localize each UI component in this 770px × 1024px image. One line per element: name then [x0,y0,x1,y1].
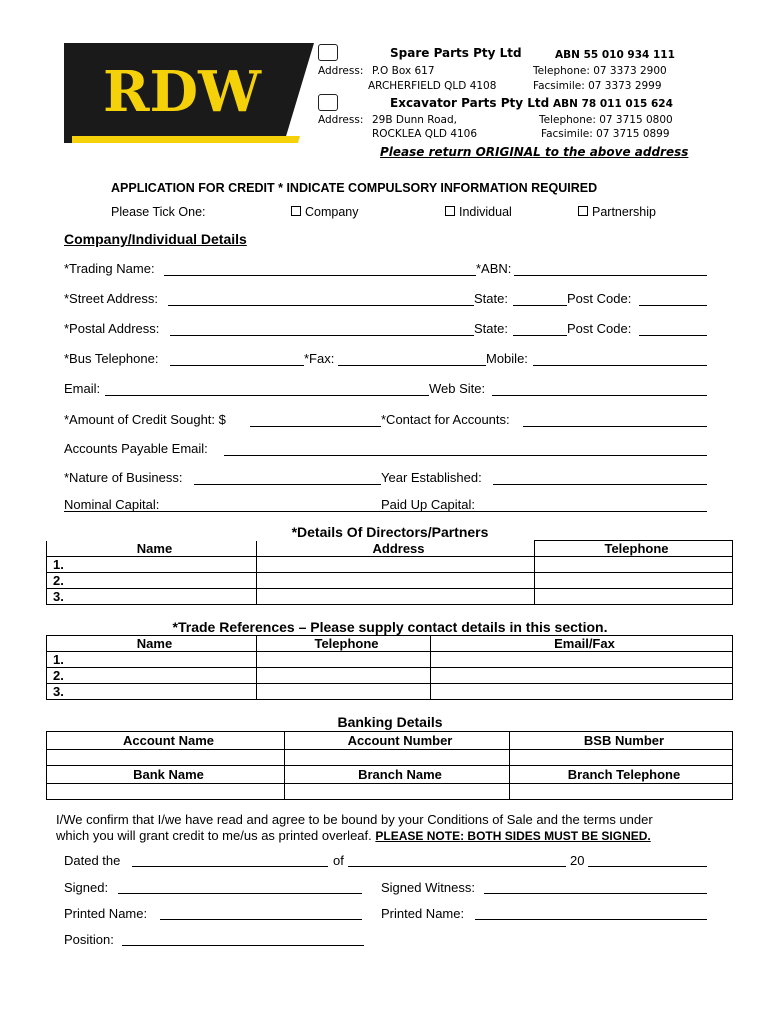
year-label: 20 [570,853,585,868]
printed-name2-label: Printed Name: [381,906,465,921]
directors-col-telephone: Telephone [535,541,733,557]
trading-name-label: *Trading Name: [64,261,155,276]
company2-address-line1: 29B Dunn Road, [372,114,457,126]
nature-business-label: *Nature of Business: [64,470,183,485]
state1-label: State: [474,291,508,306]
directors-row-1-telephone[interactable] [535,557,733,573]
confirm-line1: I/We confirm that I/we have read and agree to be bound by your Conditions of Sale and the terms under [56,812,653,827]
references-row-2-telephone[interactable] [257,668,431,684]
directors-title: *Details Of Directors/Partners [291,524,489,540]
paid-up-capital-line[interactable] [381,511,707,512]
dated-label: Dated the [64,853,121,868]
year-established-line[interactable] [493,484,707,485]
banking-branch-telephone: Branch Telephone [510,766,733,784]
partnership-tick-box[interactable] [578,206,588,216]
references-col-telephone: Telephone [257,636,431,652]
directors-table [46,540,733,605]
company-tick-box[interactable] [291,206,301,216]
company1-telephone: Telephone: 07 3373 2900 [533,65,667,77]
amount-credit-line[interactable] [250,426,381,427]
post-code1-label: Post Code: [567,291,632,306]
state1-line[interactable] [513,305,567,306]
confirm-line2-wrap [56,828,651,843]
references-table [46,635,733,700]
signed-witness-line[interactable] [484,893,707,894]
post-code2-label: Post Code: [567,321,632,336]
table-row[interactable] [47,652,733,668]
amount-credit-label: *Amount of Credit Sought: $ [64,412,226,427]
directors-col-name: Name [47,541,257,557]
banking-account-name: Account Name [47,732,285,750]
company2-address-line2: ROCKLEA QLD 4106 [372,128,478,140]
mobile-line[interactable] [533,365,707,366]
nominal-capital-label: Nominal Capital: [64,497,160,512]
dated-month-line[interactable] [348,866,566,867]
table-row[interactable] [47,589,733,605]
banking-header-row-2 [47,766,733,784]
company1-name: Spare Parts Pty Ltd [390,46,522,60]
nominal-capital-line[interactable] [64,511,381,512]
fax-line[interactable] [338,365,486,366]
banking-branch-name-value[interactable] [285,784,510,800]
directors-row-2-telephone[interactable] [535,573,733,589]
banking-bsb-value[interactable] [510,750,733,766]
banking-header-row-1 [47,732,733,750]
individual-tick-box[interactable] [445,206,455,216]
banking-branch-name: Branch Name [285,766,510,784]
bus-telephone-label: *Bus Telephone: [64,351,159,366]
spare-parts-checkbox[interactable] [318,44,338,61]
mobile-label: Mobile: [486,351,528,366]
company1-facsimile: Facsimile: 07 3373 2999 [533,80,662,92]
excavator-parts-checkbox[interactable] [318,94,338,111]
details-heading: Company/Individual Details [64,231,247,247]
table-row[interactable] [47,750,733,766]
company1-address-line1: P.O Box 617 [372,65,435,77]
directors-row-2-num: 2. [47,573,257,589]
references-col-name: Name [47,636,257,652]
post-code1-line[interactable] [639,305,707,306]
tick-prompt: Please Tick One: [111,205,206,219]
signed-line[interactable] [118,893,362,894]
banking-branch-telephone-value[interactable] [510,784,733,800]
directors-row-3-address[interactable] [257,589,535,605]
web-site-line[interactable] [492,395,707,396]
post-code2-line[interactable] [639,335,707,336]
references-row-3-email[interactable] [431,684,733,700]
web-site-label: Web Site: [429,381,486,396]
directors-row-3-num: 3. [47,589,257,605]
state2-label: State: [474,321,508,336]
company1-abn: ABN 55 010 934 111 [555,49,675,61]
confirm-note: PLEASE NOTE: BOTH SIDES MUST BE SIGNED. [375,829,651,843]
banking-bank-name: Bank Name [47,766,285,784]
dated-year-line[interactable] [588,866,707,867]
street-address-line[interactable] [168,305,474,306]
banking-title: Banking Details [337,714,443,730]
company1-address-line2: ARCHERFIELD QLD 4108 [368,80,497,92]
abn-label: *ABN: [476,261,512,276]
fax-label: *Fax: [304,351,335,366]
references-header-row [47,636,733,652]
company2-telephone: Telephone: 07 3715 0800 [539,114,673,126]
references-row-2-email[interactable] [431,668,733,684]
confirm-line2: which you will grant credit to me/us as printed overleaf. [56,828,372,843]
state2-line[interactable] [513,335,567,336]
printed-name2-line[interactable] [475,919,707,920]
printed-name1-line[interactable] [160,919,362,920]
references-title: *Trade References – Please supply contact details in this section. [172,619,608,635]
banking-account-name-value[interactable] [47,750,285,766]
contact-accounts-label: *Contact for Accounts: [381,412,510,427]
trading-name-line[interactable] [164,275,476,276]
year-established-label: Year Established: [381,470,482,485]
paid-up-capital-label: Paid Up Capital: [381,497,475,512]
references-row-3-num: 3. [47,684,257,700]
directors-header-row [47,541,733,557]
bus-telephone-line[interactable] [170,365,304,366]
references-row-1-num: 1. [47,652,257,668]
nature-business-line[interactable] [194,484,381,485]
email-label: Email: [64,381,101,396]
table-row[interactable] [47,684,733,700]
contact-accounts-line[interactable] [523,426,707,427]
references-col-email: Email/Fax [431,636,733,652]
company2-address-label: Address: [318,114,364,126]
rdw-logo [64,43,314,143]
postal-address-label: *Postal Address: [64,321,160,336]
banking-account-number: Account Number [285,732,510,750]
logo-text: RDW [103,59,261,125]
table-row[interactable] [47,784,733,800]
company1-address-label: Address: [318,65,364,77]
dated-day-line[interactable] [132,866,328,867]
accounts-payable-email-label: Accounts Payable Email: [64,441,208,456]
table-row[interactable] [47,668,733,684]
return-note: Please return ORIGINAL to the above address [380,145,689,159]
tick-individual[interactable]: Individual [445,205,512,219]
postal-address-line[interactable] [170,335,474,336]
company2-facsimile: Facsimile: 07 3715 0899 [541,128,670,140]
references-row-1-telephone[interactable] [257,652,431,668]
table-row[interactable] [47,557,733,573]
accounts-payable-email-line[interactable] [224,455,707,456]
position-line[interactable] [122,945,364,946]
banking-bsb: BSB Number [510,732,733,750]
position-label: Position: [64,932,114,947]
email-line[interactable] [105,395,429,396]
company2-name: Excavator Parts Pty Ltd [390,96,550,110]
table-row[interactable] [47,573,733,589]
references-row-1-email[interactable] [431,652,733,668]
banking-bank-name-value[interactable] [47,784,285,800]
references-row-2-num: 2. [47,668,257,684]
abn-line[interactable] [514,275,707,276]
directors-col-address: Address [257,541,535,557]
directors-row-2-address[interactable] [257,573,535,589]
directors-row-3-telephone[interactable] [535,589,733,605]
banking-table [46,731,733,800]
signed-witness-label: Signed Witness: [381,880,475,895]
directors-row-1-num: 1. [47,557,257,573]
signed-label: Signed: [64,880,109,895]
printed-name1-label: Printed Name: [64,906,148,921]
form-title: APPLICATION FOR CREDIT * INDICATE COMPULSORY INFORMATION REQUIRED [111,181,598,195]
of-label: of [333,853,344,868]
tick-company[interactable]: Company [291,205,359,219]
directors-row-1-address[interactable] [257,557,535,573]
tick-partnership[interactable]: Partnership [578,205,656,219]
company2-abn: ABN 78 011 015 624 [553,98,673,110]
references-row-3-telephone[interactable] [257,684,431,700]
street-address-label: *Street Address: [64,291,158,306]
banking-account-number-value[interactable] [285,750,510,766]
